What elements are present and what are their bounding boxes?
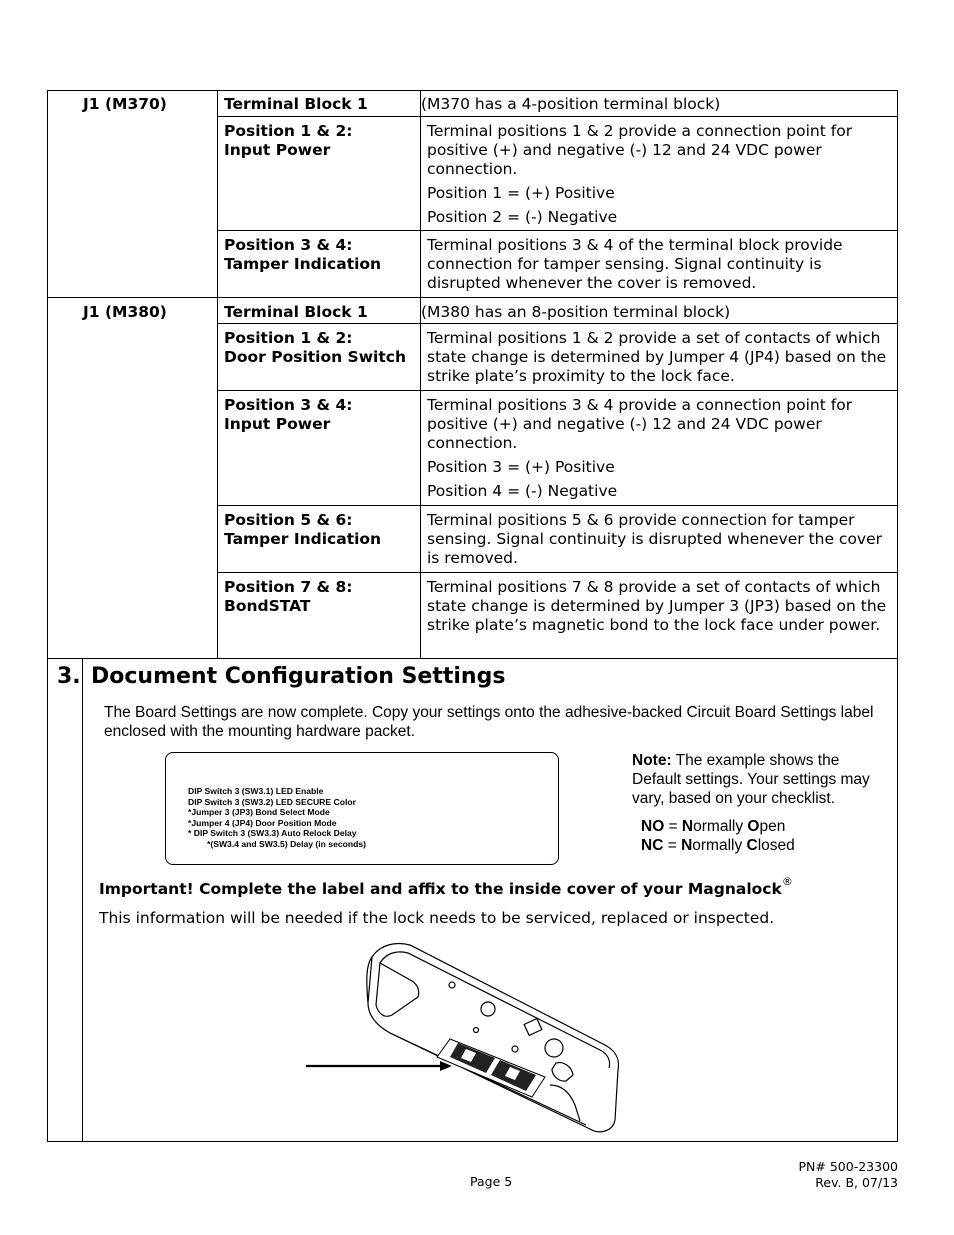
label-line: DIP Switch 3 (SW3.2) LED SECURE Color (188, 796, 356, 807)
row-divider (217, 230, 898, 231)
note-text (632, 751, 892, 808)
position-label (224, 578, 414, 616)
position-label (224, 511, 414, 549)
label-line: DIP Switch 3 (SW3.1) LED Enable (188, 786, 324, 796)
abbr: NO (641, 818, 665, 835)
label-line: * DIP Switch 3 (SW3.3) Auto Relock Delay (188, 828, 357, 838)
position-title: Position 1 & 2: (224, 122, 353, 140)
row-divider (217, 390, 898, 391)
column-divider (217, 90, 218, 659)
description-text: Position 3 = (+) Positive (427, 458, 615, 476)
note-body: The example shows the Default settings. Your settings may vary, based on your checklist. (632, 752, 870, 807)
position-subtitle: Tamper Indication (224, 255, 382, 273)
position-subtitle: Input Power (224, 141, 331, 159)
row-divider (217, 572, 898, 573)
position-subtitle: Input Power (224, 415, 331, 433)
service-info: This information will be needed if the lock needs to be serviced, replaced or inspected. (99, 909, 775, 927)
label-line: *(SW3.4 and SW3.5) Delay (in seconds) (207, 838, 367, 849)
equals: = (664, 818, 682, 835)
position-subtitle: BondSTAT (224, 597, 311, 615)
position-title: Position 3 & 4: (224, 396, 353, 414)
description-text: Terminal positions 1 & 2 provide a connection point for positive (+) and negative (-) 12 and 24 VDC power connection. (427, 122, 853, 178)
letter: C (746, 837, 758, 854)
position-subtitle: Door Position Switch (224, 348, 406, 366)
position-description (427, 578, 895, 635)
section-number-divider (82, 659, 83, 1142)
section-intro: The Board Settings are now complete. Copy your settings onto the adhesive-backed Circuit Board Settings label enclosed with the mounting hardware packet. (104, 704, 874, 740)
letter: N (681, 837, 693, 854)
revision: Rev. B, 07/13 (815, 1175, 898, 1190)
column-divider (420, 90, 421, 659)
document-id (799, 1159, 898, 1191)
nc-definition (641, 836, 795, 855)
connector-label-m380: J1 (M380) (83, 303, 167, 321)
note-lead: Note: (632, 752, 672, 769)
position-label (224, 396, 414, 434)
position-description (427, 236, 895, 293)
word: pen (759, 818, 786, 835)
description-text: Position 2 = (-) Negative (427, 208, 618, 226)
page-number: Page 5 (470, 1174, 513, 1189)
position-title: Position 5 & 6: (224, 511, 353, 529)
position-description (427, 511, 895, 568)
equals: = (663, 837, 682, 854)
description-text: Terminal positions 3 & 4 provide a connection point for positive (+) and negative (-) 12 and 24 VDC power connection. (427, 396, 853, 452)
position-subtitle: Tamper Indication (224, 530, 382, 548)
position-title: Position 3 & 4: (224, 236, 353, 254)
position-description (427, 396, 895, 501)
terminal-block-label: Terminal Block 1 (224, 95, 368, 113)
description-text: Position 1 = (+) Positive (427, 184, 615, 202)
description-text: Terminal positions 5 & 6 provide connection for tamper sensing. Signal continuity is disrupted whenever the cover is removed. (427, 511, 883, 567)
group-divider (47, 297, 898, 298)
abbr: NC (641, 837, 664, 854)
position-label (224, 236, 414, 274)
description-text: Terminal positions 3 & 4 of the terminal block provide connection for tamper sensing. Signal continuity is disrupted whenever the cover is removed. (427, 236, 843, 292)
connector-label-m370: J1 (M370) (83, 95, 167, 113)
registered-mark: ® (781, 875, 793, 888)
position-title: Position 7 & 8: (224, 578, 353, 596)
word: ormally (693, 818, 748, 835)
part-number: PN# 500-23300 (798, 1159, 898, 1174)
position-description (427, 329, 895, 386)
no-definition (641, 817, 785, 836)
terminal-block-label: Terminal Block 1 (224, 303, 368, 321)
label-line: *Jumper 4 (JP4) Door Position Mode (188, 817, 337, 828)
letter: O (747, 818, 760, 835)
important-instruction (99, 875, 793, 898)
terminal-block-note: (M370 has a 4-position terminal block) (421, 95, 721, 113)
position-label (224, 122, 414, 160)
description-text: Position 4 = (-) Negative (427, 482, 618, 500)
row-divider (217, 116, 898, 117)
word: losed (757, 837, 795, 854)
section-divider (47, 658, 898, 659)
description-text: Terminal positions 7 & 8 provide a set of contacts of which state change is determined by Jumper 3 (JP3) based on the strike plate’s magnetic bond to the lock face under power. (427, 578, 887, 634)
important-text: Important! Complete the label and affix to the inside cover of your Magnalock (99, 880, 782, 898)
word: ormally (692, 837, 747, 854)
terminal-block-note: (M380 has an 8-position terminal block) (421, 303, 731, 321)
row-divider (217, 505, 898, 506)
description-text: Terminal positions 1 & 2 provide a set of contacts of which state change is determined by Jumper 4 (JP4) based on the strike plate’s proximity to the lock face. (427, 329, 887, 385)
section-number: 3. (57, 664, 81, 689)
section-title: Document Configuration Settings (91, 664, 506, 689)
letter: N (681, 818, 694, 835)
row-divider (217, 323, 898, 324)
label-line: *Jumper 3 (JP3) Bond Select Mode (188, 807, 330, 817)
lock-cover-illustration (300, 935, 622, 1140)
position-label (224, 329, 414, 367)
settings-label-example (165, 752, 559, 865)
position-title: Position 1 & 2: (224, 329, 353, 347)
position-description (427, 122, 895, 227)
